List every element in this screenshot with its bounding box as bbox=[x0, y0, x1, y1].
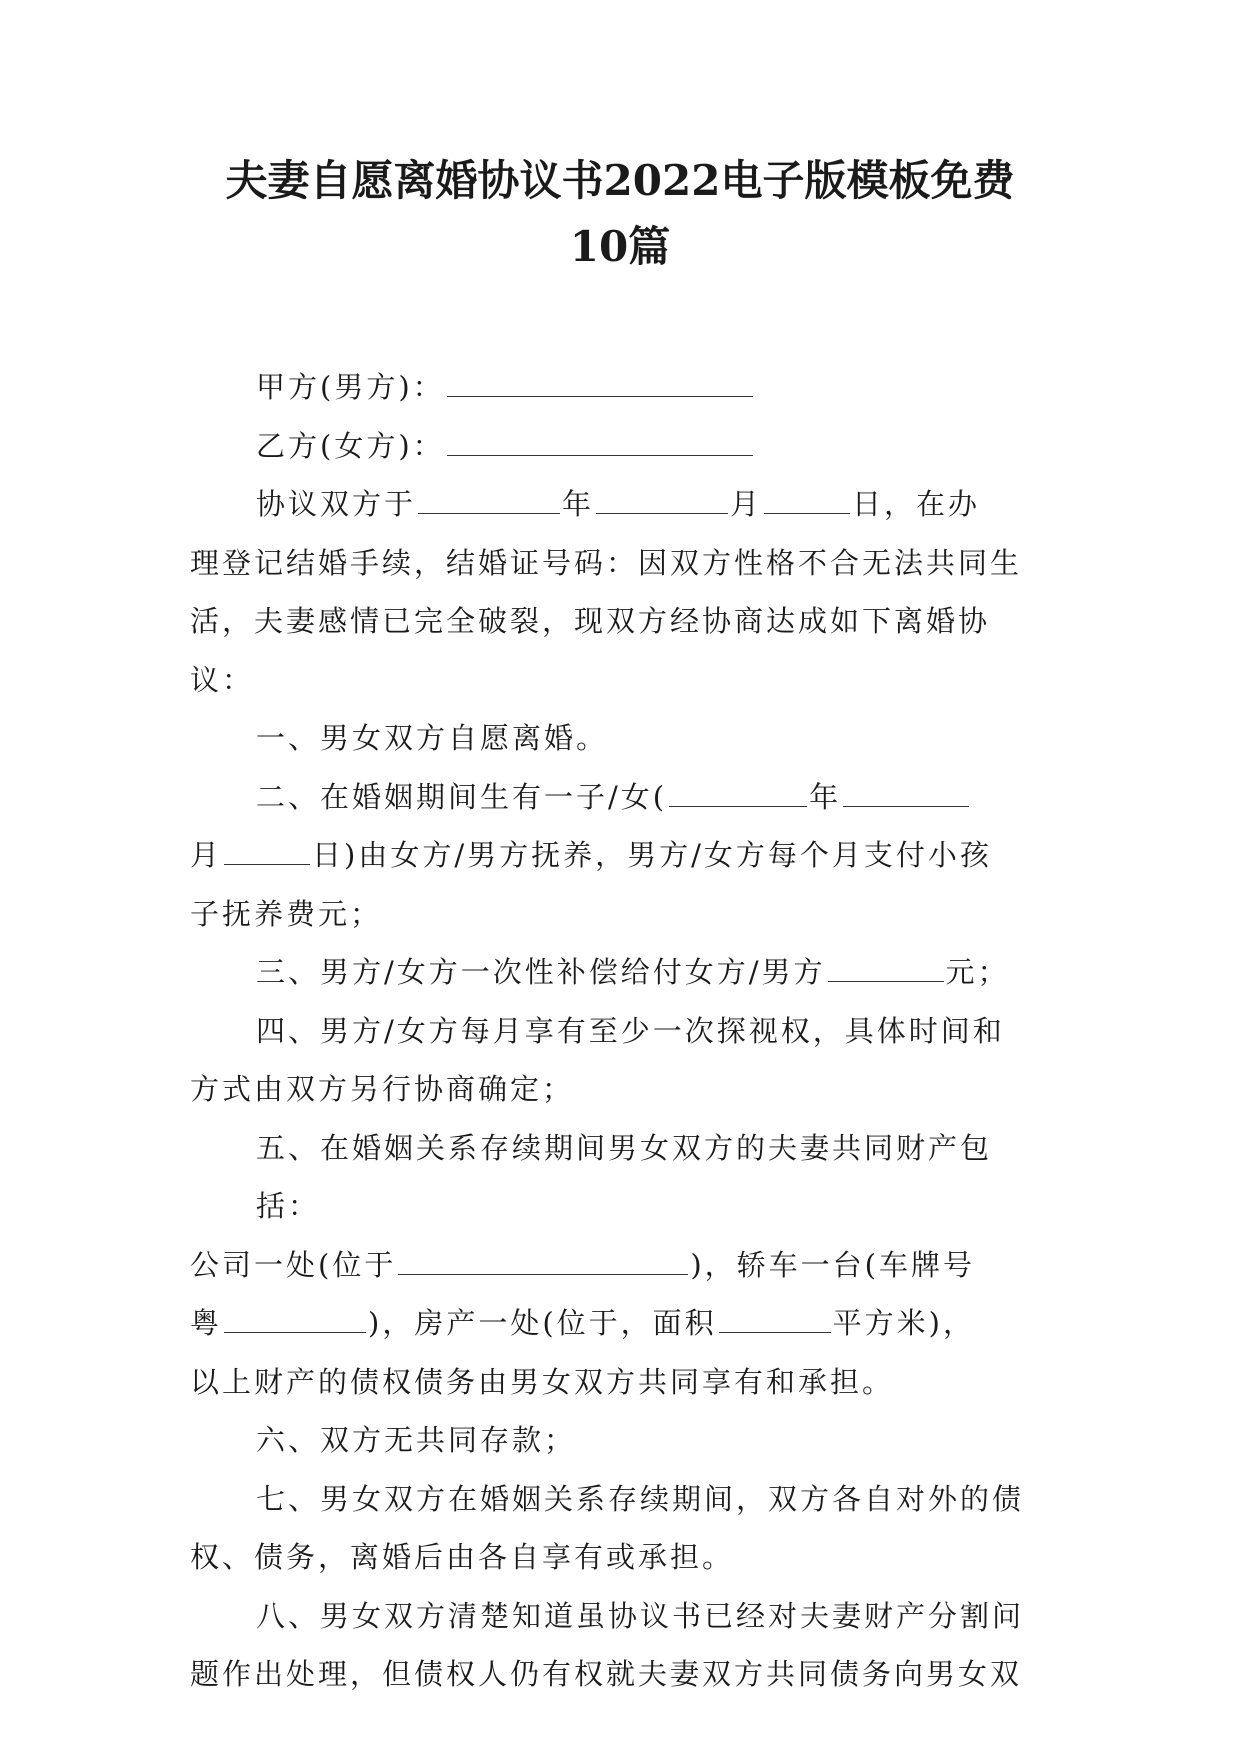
plate-number-blank bbox=[224, 1306, 366, 1333]
clause-2-custody-text: 日)由女方/男方抚养，男方/女方每个月支付小孩 bbox=[312, 838, 992, 872]
day-label: 日，在办 bbox=[852, 487, 981, 521]
clause-2-line-2 bbox=[190, 826, 1048, 885]
party-a-label: 甲方(男方)： bbox=[256, 370, 445, 404]
compensation-unit: 元； bbox=[945, 955, 1010, 989]
child-day-blank bbox=[224, 838, 310, 865]
year-label: 年 bbox=[562, 487, 595, 521]
clause-4-line-1: 四、男方/女方每月享有至少一次探视权，具体时间和 bbox=[256, 1013, 1005, 1048]
clause-7-line-2: 权、债务，离婚后由各自享有或承担。 bbox=[190, 1540, 735, 1574]
clause-2-text: 二、在婚姻期间生有一子/女( bbox=[256, 779, 668, 814]
title-line-1: 夫妻自愿离婚协议书2022电子版模板免费 bbox=[225, 156, 1015, 205]
clause-6: 六、双方无共同存款； bbox=[256, 1423, 577, 1457]
month-label: 月 bbox=[730, 487, 763, 521]
clause-2-line-3: 子抚养费元； bbox=[190, 896, 383, 931]
clause-3 bbox=[190, 943, 1048, 1002]
party-a-line bbox=[190, 358, 1048, 417]
area-unit: 平方米)， bbox=[832, 1306, 975, 1340]
day-blank bbox=[764, 487, 850, 514]
child-year-blank bbox=[669, 780, 807, 807]
compensation-blank bbox=[828, 955, 944, 982]
clause-8-line-2: 题作出处理，但债权人仍有权就夫妻双方共同债务向男女双 bbox=[190, 1657, 1023, 1691]
party-b-line bbox=[190, 417, 1048, 476]
house-label: )，房产一处(位于，面积 bbox=[368, 1306, 717, 1340]
clause-7-line-1: 七、男女双方在婚姻关系存续期间，双方各自对外的债 bbox=[256, 1481, 1025, 1516]
agreement-text: 协议双方于 bbox=[256, 487, 417, 521]
document-body bbox=[190, 358, 1048, 1704]
company-location-label: 公司一处(位于 bbox=[190, 1247, 397, 1282]
child-year-label: 年 bbox=[809, 779, 842, 814]
car-label: )，轿车一台(车牌号 bbox=[690, 1247, 975, 1282]
title-line-2: 10篇 bbox=[569, 222, 671, 271]
child-month-label: 月 bbox=[190, 838, 223, 872]
agreement-line-2: 理登记结婚手续，结婚证号码：因双方性格不合无法共同生 bbox=[190, 545, 1023, 580]
agreement-date-line bbox=[190, 475, 1048, 534]
clause-1: 一、男女双方自愿离婚。 bbox=[256, 721, 609, 755]
plate-prefix: 粤 bbox=[190, 1306, 223, 1340]
clause-8-line-1: 八、男女双方清楚知道虽协议书已经对夫妻财产分割问 bbox=[256, 1598, 1025, 1633]
company-location-blank bbox=[398, 1248, 688, 1275]
clause-5-line-1: 五、在婚姻关系存续期间男女双方的夫妻共同财产包括： bbox=[256, 1130, 993, 1223]
clause-4-line-2: 方式由双方另行协商确定； bbox=[190, 1072, 575, 1106]
party-a-blank bbox=[447, 370, 753, 397]
year-blank bbox=[418, 487, 560, 514]
child-month-blank-1 bbox=[843, 780, 969, 807]
agreement-line-3: 活，夫妻感情已完全破裂，现双方经协商达成如下离婚协议： bbox=[190, 604, 991, 697]
clause-3-text: 三、男方/女方一次性补偿给付女方/男方 bbox=[256, 955, 826, 989]
document-title bbox=[150, 148, 1090, 280]
clause-5-line-4: 以上财产的债权债务由男女双方共同享有和承担。 bbox=[190, 1364, 895, 1399]
clause-5-line-2 bbox=[190, 1236, 1048, 1295]
month-blank bbox=[596, 487, 728, 514]
clause-2-line-1 bbox=[190, 768, 1048, 827]
party-b-label: 乙方(女方)： bbox=[256, 428, 445, 463]
area-blank bbox=[719, 1306, 831, 1333]
clause-5-line-3 bbox=[190, 1294, 1048, 1353]
party-b-blank bbox=[447, 429, 753, 456]
